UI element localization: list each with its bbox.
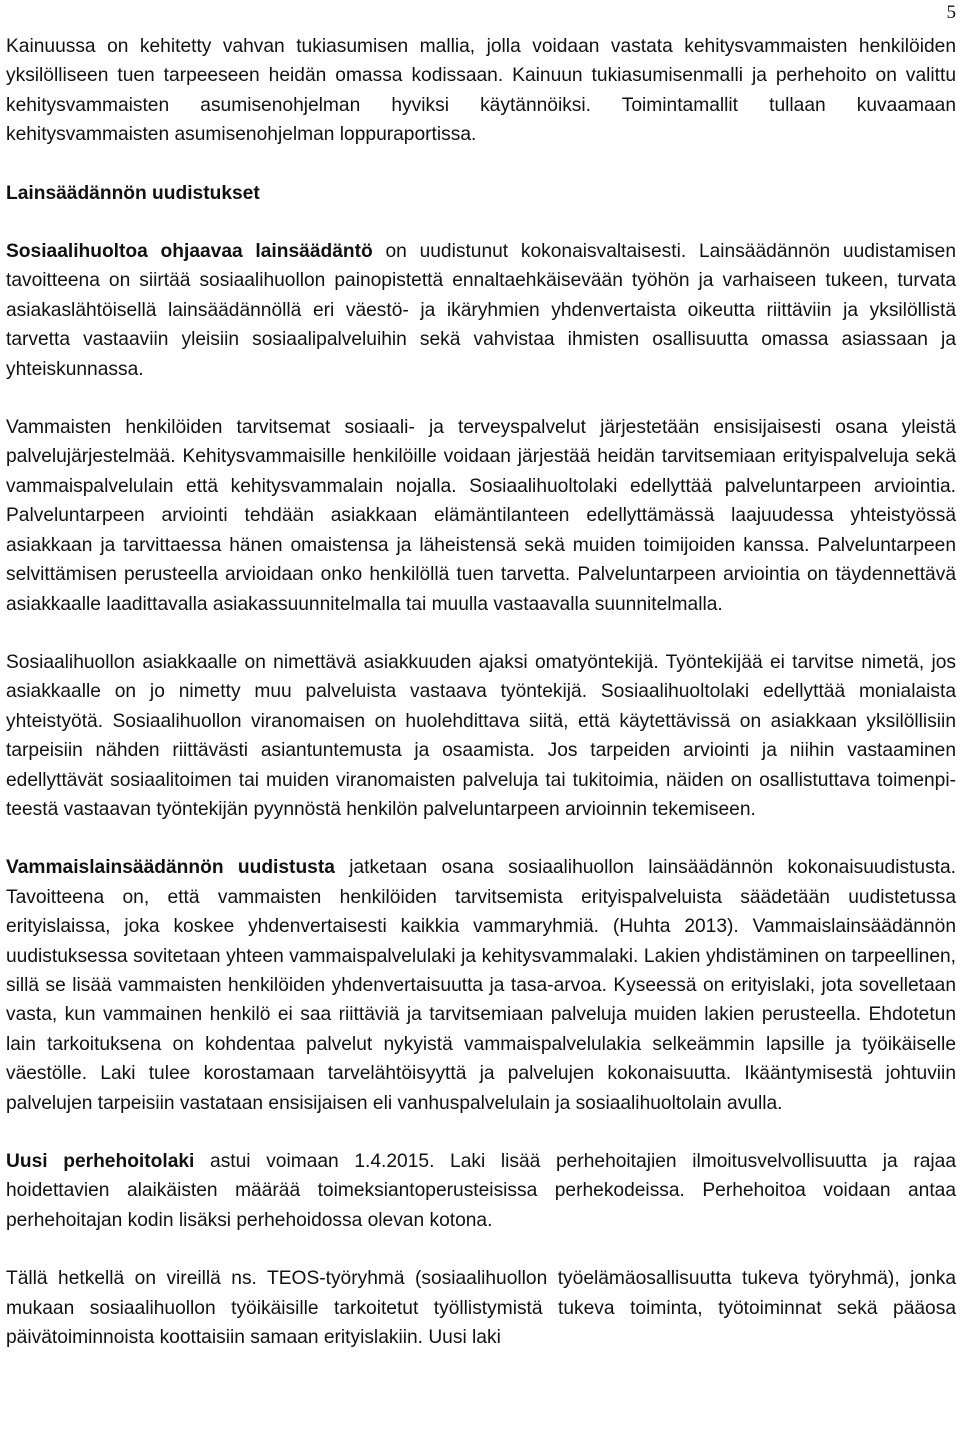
vammaislainsaadanto-bold-term: Vammaislainsäädännön uudistusta xyxy=(6,857,335,879)
vammaislainsaadanto-text: jatketaan osana sosiaalihuollon lainsäädännön kokonaisuudistusta. Tavoitteena on, että vammaisten henkilöiden tarvitsemista erityispalveluista säädetään uudistetussa erityislaissa, joka koskee yhdenvertaisesti kaikkia vammaryhmiä. (Huhta 2013). Vammaislainsäädännön uudistuksessa sovitetaan yhteen vammaispalvelulaki ja kehitysvammalaki. Lakien yhdistäminen on tarpeellinen, sillä se lisää vammaisten henkilöiden yhdenvertaisuutta ja tasa-arvoa. Kyseessä on erityislaki, jota sovelletaan vasta, kun vammainen henkilö ei saa riittäviä ja tarvitsemiaan palveluja muiden lakien perusteella. Ehdotetun lain tarkoituksena on kohdentaa palvelut nykyistä vammaispalvelulakia selkeämmin lapsille ja työikäiselle väestölle. Laki tulee korostamaan tarvelähtöisyyttä ja palvelujen kokonaisuutta. Ikääntymisestä johtuviin palvelujen tarpeisiin vastataan ensisijaisen eli vanhuspalvelulain ja sosiaalihuoltolain avulla. xyxy=(6,857,956,1114)
teos-paragraph: Tällä hetkellä on vireillä ns. TEOS-työryhmä (sosiaalihuollon työelämäosallisuutta tukeva työryhmä), jonka mukaan sosiaalihuollon työikäisille tarkoitetut työllistymistä tukeva toiminta, työtoiminnat sekä pääosa päivätoiminnoista koottaisiin samaan erityislakiin. Uusi laki xyxy=(6,1268,956,1349)
sosiaalihuolto-bold-term: Sosiaalihuoltoa ohjaavaa lainsäädäntö xyxy=(6,241,373,263)
intro-paragraph: Kainuussa on kehitetty vahvan tukiasumisen mallia, jolla voidaan vastata kehitysvammaisten henkilöiden yksilölliseen tuen tarpeeseen heidän omassa kodissaan. Kainuun tukiasumisenmalli ja perhehoito on valittu kehitysvammaisten asumisenohjelman hyviksi käytännöiksi. Toimintamallit tullaan kuvaamaan kehitysvammaisten asumisenohjelman loppuraportissa. xyxy=(6,36,956,146)
page-number: 5 xyxy=(946,2,956,23)
perhehoitolaki-text: astui voimaan 1.4.2015. Laki lisää perhehoitajien ilmoitusvelvollisuutta ja rajaa hoidettavien alaikäisten määrää toimeksiantoperusteisissa perhekodeissa. Perhehoitoa voidaan antaa perhehoitajan kodin lisäksi perhehoidossa olevan kotona. xyxy=(6,1151,956,1231)
section-heading: Lainsäädännön uudistukset xyxy=(6,182,260,204)
perhehoitolaki-paragraph xyxy=(6,1147,956,1235)
perhehoitolaki-bold-term: Uusi perhehoitolaki xyxy=(6,1151,195,1172)
vammaislainsaadanto-paragraph xyxy=(6,853,956,1118)
document-body xyxy=(6,32,956,1352)
vammaisten-paragraph: Vammaisten henkilöiden tarvitsemat sosiaali- ja terveyspalvelut järjestetään ensisijaisesti osana yleistä palvelujärjestelmää. Kehitysvammaisille henkilöille voidaan järjestää heidän tarvitsemiaan erityispalveluja sekä vammaispalvelulain että kehitysvammalain nojalla. Sosiaalihuoltolaki edellyttää palveluntarpeen arviointia. Palveluntarpeen arviointi tehdään asiakkaan elämäntilanteen edellyttämässä laajuudessa yhteistyössä asiakkaan ja tarvittaessa hänen omaistensa ja läheistensä sekä muiden toimijoiden kanssa. Palveluntarpeen selvittämisen perusteella arvioidaan onko henkilöllä tuen tarvetta. Palveluntarpeen arviointia on täydennettävä asiakkaalle laadittavalla asiakassuunnitelmalla tai muulla vastaavalla suunnitelmalla. xyxy=(6,417,956,615)
omatyontekija-paragraph: Sosiaalihuollon asiakkaalle on nimettävä asiakkuuden ajaksi omatyöntekijä. Työntekijää ei tarvitse nimetä, jos asiakkaalle on jo nimetty muu palveluista vastaava työntekijä. Sosiaalihuoltolaki edellyttää monialaista yhteistyötä. Sosiaalihuollon viranomaisen on huolehdittava siitä, että käytettävissä on asiakkaan yksilöllisiin tarpeisiin nähden riittävästi asiantuntemusta ja osaamista. Jos tarpeiden arviointi ja niihin vastaaminen edellyttävät sosiaalitoimen tai muiden viranomaisten palveluja tai tukitoimia, näiden on osallistuttava toimenpiteestä vastaavan työntekijän pyynnöstä henkilön palveluntarpeen arvioinnin tekemiseen. xyxy=(6,651,956,820)
sosiaalihuolto-paragraph xyxy=(6,237,956,384)
sosiaalihuolto-text: on uudistunut kokonaisvaltaisesti. Lainsäädännön uudistamisen tavoitteena on siirtää sosiaalihuollon painopistettä ennaltaehkäisevään työhön ja varhaiseen tukeen, turvata asiakaslähtöisellä lainsäädännöllä eri väestö- ja ikäryhmien yhdenvertaista oikeutta riittäviin ja yksilöllistä tarvetta vastaaviin yleisiin sosiaalipalveluihin sekä vahvistaa ihmisten osallisuutta omassa asiassaan ja yhteiskunnassa. xyxy=(6,241,956,380)
